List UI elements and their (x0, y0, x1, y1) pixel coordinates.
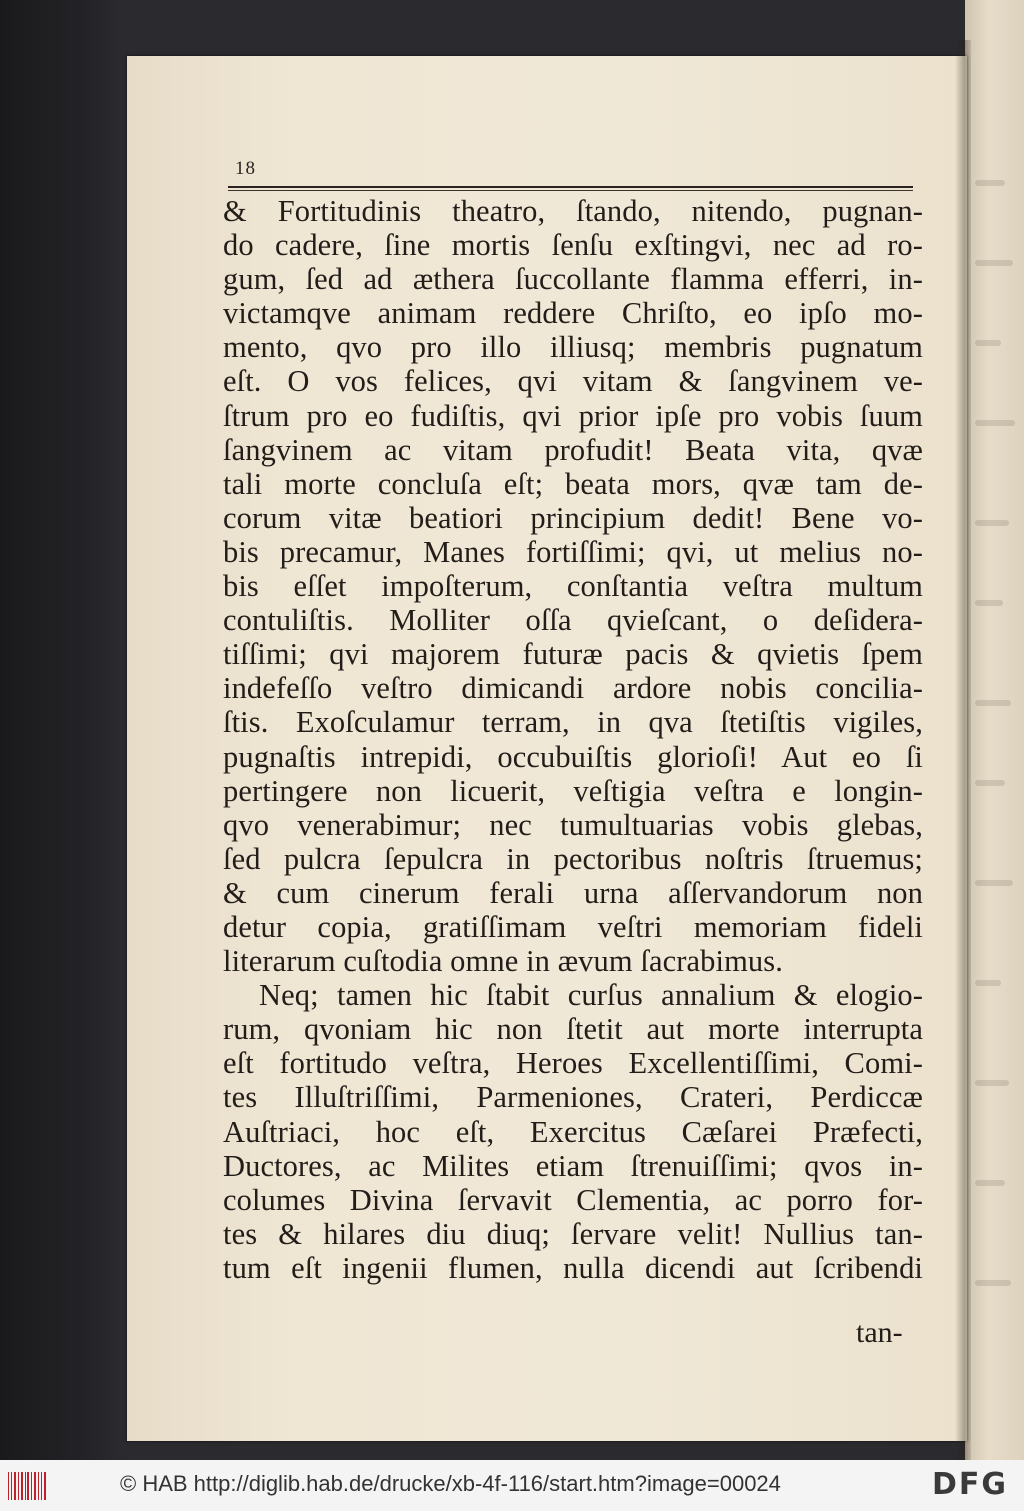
text-line: rum, qvoniam hic non ſtetit aut morte interrupta (223, 1012, 923, 1047)
text-line: do cadere, ſine mortis ſenſu exſtingvi, nec ad ro- (223, 228, 923, 263)
text-line: tum eſt ingenii flumen, nulla dicendi aut ſcribendi (223, 1250, 923, 1285)
gutter-shadow (955, 40, 971, 1460)
text-line: Neq; tamen hic ſtabit curſus annalium & elogio- (259, 978, 923, 1013)
catchword: tan- (856, 1316, 903, 1349)
text-line: indefeſſo veſtro dimicandi ardore nobis concilia- (223, 671, 923, 706)
header-rule (228, 186, 913, 188)
header-rule-thin (228, 190, 913, 191)
text-line: literarum cuſtodia omne in ævum ſacrabimus. (223, 944, 783, 979)
text-line: eſt fortitudo veſtra, Heroes Excellentiſſimi, Comi- (223, 1046, 923, 1081)
text-line: columes Divina ſervavit Clementia, ac porro for- (223, 1182, 923, 1217)
text-line: ſtis. Exoſculamur terram, in qva ſtetiſtis vigiles, (223, 705, 923, 740)
text-line: contuliſtis. Molliter oſſa qvieſcant, o deſidera- (223, 603, 923, 638)
text-line: tes & hilares diu diuq; ſervare velit! Nullius tan- (223, 1216, 923, 1251)
page-number: 18 (235, 158, 256, 179)
text-line: bis eſſet impoſterum, conſtantia veſtra multum (223, 569, 923, 604)
text-line: detur copia, gratiſſimam veſtri memoriam fideli (223, 909, 923, 944)
text-line: eſt. O vos felices, qvi vitam & ſangvinem ve- (223, 364, 923, 399)
text-line: ſangvinem ac vitam profudit! Beata vita, qvæ (223, 432, 923, 467)
adjacent-page-edge (965, 0, 1024, 1460)
text-line: & cum cinerum ferali urna aſſervandorum non (223, 875, 923, 910)
text-line: bis precamur, Manes fortiſſimi; qvi, ut melius no- (223, 534, 923, 569)
text-line: tiſſimi; qvi majorem futuræ pacis & qvietis ſpem (223, 637, 923, 672)
footer-copyright-link[interactable]: © HAB http://diglib.hab.de/drucke/xb-4f-116/start.htm?image=00024 (120, 1471, 781, 1496)
text-line: mento, qvo pro illo illiusq; membris pugnatum (223, 330, 923, 365)
text-line: corum vitæ beatiori principium dedit! Bene vo- (223, 500, 923, 535)
text-line: Ductores, ac Milites etiam ſtrenuiſſimi; qvos in- (223, 1148, 923, 1183)
text-line: pugnaſtis intrepidi, occubuiſtis glorioſi! Aut eo ſi (223, 739, 923, 774)
text-line: & Fortitudinis theatro, ſtando, nitendo, pugnan- (223, 194, 923, 228)
text-line: victamqve animam reddere Chriſto, eo ipſo mo- (223, 296, 923, 331)
text-line: tali morte concluſa eſt; beata mors, qvæ tam de- (223, 466, 923, 501)
text-line: Auſtriaci, hoc eſt, Exercitus Cæſarei Præfecti, (223, 1114, 923, 1149)
text-line: qvo venerabimur; nec tumultuarias vobis glebas, (223, 807, 923, 842)
dfg-logo: DFG (932, 1467, 1009, 1502)
body-text (223, 194, 923, 1285)
hab-barcode-icon (8, 1472, 46, 1500)
text-line: pertingere non licuerit, veſtigia veſtra e longin- (223, 773, 923, 808)
text-line: ſed pulcra ſepulcra in pectoribus noſtris ſtruemus; (223, 841, 923, 876)
text-line: gum, ſed ad æthera ſuccollante flamma efferri, in- (223, 262, 923, 297)
text-line: tes Illuſtriſſimi, Parmeniones, Crateri, Perdiccæ (223, 1080, 923, 1115)
text-line: ſtrum pro eo fudiſtis, qvi prior ipſe pro vobis ſuum (223, 398, 923, 433)
